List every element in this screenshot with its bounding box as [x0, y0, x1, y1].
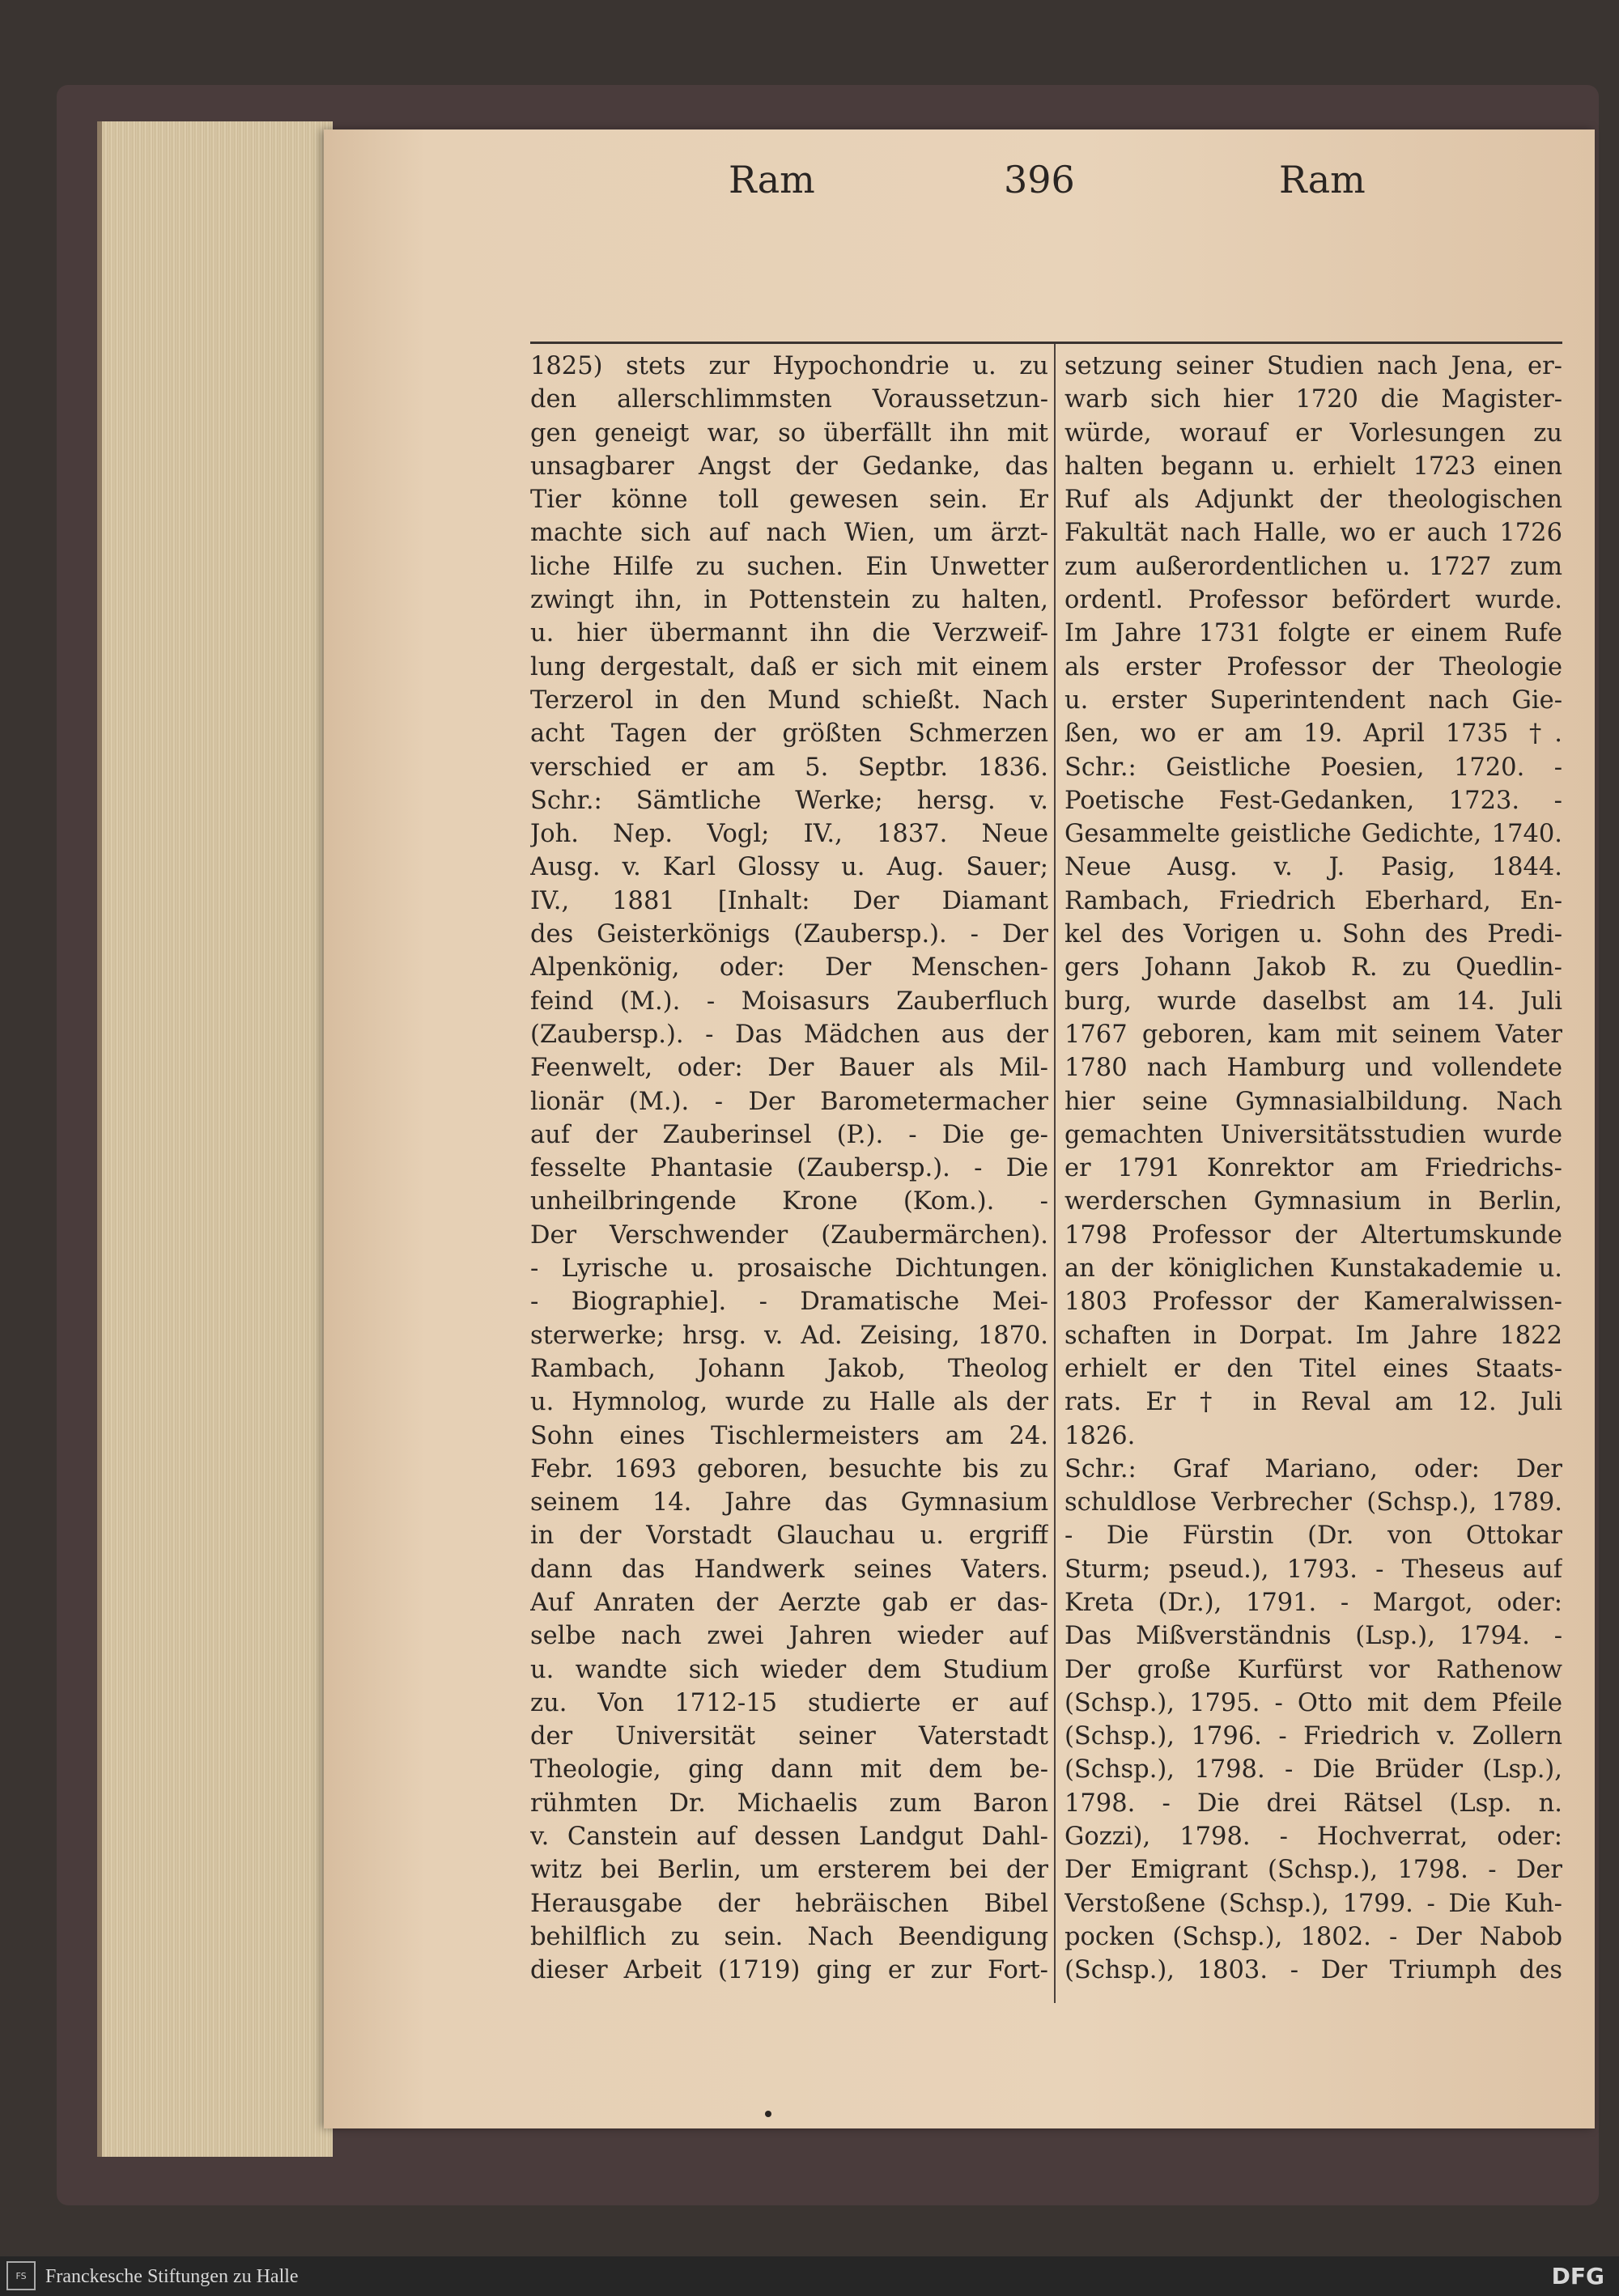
- text-line: u. wandte sich wieder dem Studium: [530, 1655, 1048, 1684]
- text-line: (Schsp.), 1795. - Otto mit dem Pfeile: [1064, 1688, 1562, 1717]
- text-line: Schr.: Graf Mariano, oder: Der: [1064, 1454, 1562, 1483]
- text-line: 1825) stets zur Hypochondrie u. zu: [530, 352, 1048, 380]
- text-line: Sturm; pseud.), 1793. - Theseus auf: [1064, 1555, 1562, 1584]
- text-line: würde, worauf er Vorlesungen zu: [1064, 418, 1562, 448]
- text-line: Gesammelte geistliche Gedichte, 1740.: [1064, 820, 1562, 849]
- text-line: feind (M.). - Moisasurs Zauberfluch: [530, 987, 1048, 1016]
- text-line: fesselte Phantasie (Zaubersp.). - Die: [530, 1154, 1048, 1183]
- text-line: sterwerke; hrsg. v. Ad. Zeising, 1870.: [530, 1321, 1048, 1350]
- text-line: - Lyrische u. prosaische Dichtungen.: [530, 1254, 1048, 1284]
- text-line: Rambach, Friedrich Eberhard, En-: [1064, 886, 1562, 915]
- text-line: des Geisterkönigs (Zaubersp.). - Der: [530, 920, 1048, 949]
- text-line: als erster Professor der Theologie: [1064, 652, 1562, 681]
- text-line: Fakultät nach Halle, wo er auch 1726: [1064, 519, 1562, 548]
- text-line: Ausg. v. Karl Glossy u. Aug. Sauer;: [530, 853, 1048, 882]
- text-line: Das Mißverständnis (Lsp.), 1794. -: [1064, 1622, 1562, 1651]
- text-line: zwingt ihn, in Pottenstein zu halten,: [530, 586, 1048, 615]
- text-line: Im Jahre 1731 folgte er einem Rufe: [1064, 619, 1562, 648]
- text-line: Sohn eines Tischlermeisters am 24.: [530, 1421, 1048, 1450]
- text-line: - Die Fürstin (Dr. von Ottokar: [1064, 1521, 1562, 1551]
- text-line: kel des Vorigen u. Sohn des Predi-: [1064, 920, 1562, 949]
- text-line: ordentl. Professor befördert wurde.: [1064, 586, 1562, 615]
- text-line: ßen, wo er am 19. April 1735 †.: [1064, 719, 1562, 749]
- footer-bar: [0, 2256, 1619, 2296]
- text-line: warb sich hier 1720 die Magister-: [1064, 385, 1562, 414]
- text-line: Der große Kurfürst vor Rathenow: [1064, 1655, 1562, 1684]
- text-line: auf der Zauberinsel (P.). - Die ge-: [530, 1120, 1048, 1149]
- text-line: Der Emigrant (Schsp.), 1798. - Der: [1064, 1856, 1562, 1885]
- text-line: zu. Von 1712-15 studierte er auf: [530, 1688, 1048, 1717]
- text-line: Poetische Fest-Gedanken, 1723. -: [1064, 786, 1562, 815]
- left-column: [530, 350, 1048, 1988]
- text-line: v. Canstein auf dessen Landgut Dahl-: [530, 1823, 1048, 1852]
- text-line: 1780 nach Hamburg und vollendete: [1064, 1054, 1562, 1083]
- text-line: Joh. Nep. Vogl; IV., 1837. Neue: [530, 820, 1048, 849]
- text-line: Schr.: Geistliche Poesien, 1720. -: [1064, 753, 1562, 782]
- text-line: u. Hymnolog, wurde zu Halle als der: [530, 1388, 1048, 1417]
- text-line: unheilbringende Krone (Kom.). -: [530, 1187, 1048, 1216]
- text-line: der Universität seiner Vaterstadt: [530, 1722, 1048, 1751]
- text-line: witz bei Berlin, um ersterem bei der: [530, 1856, 1048, 1885]
- text-line: setzung seiner Studien nach Jena, er-: [1064, 352, 1562, 380]
- right-column: [1064, 350, 1562, 1988]
- text-line: an der königlichen Kunstakademie u.: [1064, 1254, 1562, 1284]
- text-line: gen geneigt war, so überfällt ihn mit: [530, 418, 1048, 448]
- header-catchword-right: Ram: [1279, 158, 1366, 202]
- text-line: halten begann u. erhielt 1723 einen: [1064, 452, 1562, 481]
- text-line: (Zaubersp.). - Das Mädchen aus der: [530, 1020, 1048, 1049]
- text-line: in der Vorstadt Glauchau u. ergriff: [530, 1521, 1048, 1551]
- text-line: erhielt er den Titel eines Staats-: [1064, 1354, 1562, 1383]
- page-number: 396: [1004, 158, 1075, 202]
- ink-smudge: [765, 2111, 771, 2117]
- text-line: machte sich auf nach Wien, um ärzt-: [530, 519, 1048, 548]
- column-divider: [1054, 344, 1056, 2003]
- text-line: 1798 Professor der Altertumskunde: [1064, 1220, 1562, 1250]
- text-line: lionär (M.). - Der Barometermacher: [530, 1087, 1048, 1116]
- text-line: selbe nach zwei Jahren wieder auf: [530, 1622, 1048, 1651]
- text-line: den allerschlimmsten Voraussetzun-: [530, 385, 1048, 414]
- text-line: schuldlose Verbrecher (Schsp.), 1789.: [1064, 1488, 1562, 1517]
- text-line: Gozzi), 1798. - Hochverrat, oder:: [1064, 1823, 1562, 1852]
- header-rule: [530, 342, 1562, 344]
- text-line: burg, wurde daselbst am 14. Juli: [1064, 987, 1562, 1016]
- text-line: (Schsp.), 1796. - Friedrich v. Zollern: [1064, 1722, 1562, 1751]
- institution-logo: FS: [6, 2261, 36, 2290]
- text-line: Terzerol in den Mund schießt. Nach: [530, 685, 1048, 715]
- text-line: IV., 1881 [Inhalt: Der Diamant: [530, 886, 1048, 915]
- text-line: 1767 geboren, kam mit seinem Vater: [1064, 1020, 1562, 1049]
- text-line: Alpenkönig, oder: Der Menschen-: [530, 953, 1048, 982]
- text-line: Auf Anraten der Aerzte gab er das-: [530, 1588, 1048, 1617]
- text-line: unsagbarer Angst der Gedanke, das: [530, 452, 1048, 481]
- text-line: u. hier übermannt ihn die Verzweif-: [530, 619, 1048, 648]
- text-line: Schr.: Sämtliche Werke; hersg. v.: [530, 786, 1048, 815]
- text-line: Neue Ausg. v. J. Pasig, 1844.: [1064, 853, 1562, 882]
- text-line: dieser Arbeit (1719) ging er zur Fort-: [530, 1956, 1048, 1985]
- text-line: behilflich zu sein. Nach Beendigung: [530, 1922, 1048, 1951]
- text-line: Herausgabe der hebräischen Bibel: [530, 1889, 1048, 1918]
- text-line: Theologie, ging dann mit dem be-: [530, 1755, 1048, 1785]
- text-line: zum außerordentlichen u. 1727 zum: [1064, 552, 1562, 581]
- text-line: (Schsp.), 1803. - Der Triumph des: [1064, 1956, 1562, 1985]
- text-line: Verstoßene (Schsp.), 1799. - Die Kuh-: [1064, 1889, 1562, 1918]
- text-line: Der Verschwender (Zaubermärchen).: [530, 1220, 1048, 1250]
- dfg-logo: DFG: [1551, 2263, 1604, 2290]
- text-line: lung dergestalt, daß er sich mit einem: [530, 652, 1048, 681]
- text-line: 1826.: [1064, 1421, 1136, 1450]
- text-line: pocken (Schsp.), 1802. - Der Nabob: [1064, 1922, 1562, 1951]
- text-line: werderschen Gymnasium in Berlin,: [1064, 1187, 1562, 1216]
- header-catchword-left: Ram: [729, 158, 815, 202]
- text-line: Tier könne toll gewesen sein. Er: [530, 486, 1048, 515]
- text-line: rühmten Dr. Michaelis zum Baron: [530, 1789, 1048, 1818]
- text-line: Kreta (Dr.), 1791. - Margot, oder:: [1064, 1588, 1562, 1617]
- text-line: Rambach, Johann Jakob, Theolog: [530, 1354, 1048, 1383]
- text-line: (Schsp.), 1798. - Die Brüder (Lsp.),: [1064, 1755, 1562, 1785]
- text-line: gers Johann Jakob R. zu Quedlin-: [1064, 953, 1562, 982]
- text-line: Febr. 1693 geboren, besuchte bis zu: [530, 1454, 1048, 1483]
- text-line: Ruf als Adjunkt der theologischen: [1064, 486, 1562, 515]
- institution-name: Franckesche Stiftungen zu Halle: [45, 2266, 299, 2287]
- text-line: 1798. - Die drei Rätsel (Lsp. n.: [1064, 1789, 1562, 1818]
- text-line: acht Tagen der größten Schmerzen: [530, 719, 1048, 749]
- text-line: er 1791 Konrektor am Friedrichs-: [1064, 1154, 1562, 1183]
- text-line: gemachten Universitätsstudien wurde: [1064, 1120, 1562, 1149]
- page-header: [202, 158, 1368, 214]
- text-line: liche Hilfe zu suchen. Ein Unwetter: [530, 552, 1048, 581]
- page-edges: [97, 121, 333, 2157]
- text-line: u. erster Superintendent nach Gie-: [1064, 685, 1562, 715]
- text-line: schaften in Dorpat. Im Jahre 1822: [1064, 1321, 1562, 1350]
- text-line: hier seine Gymnasialbildung. Nach: [1064, 1087, 1562, 1116]
- text-line: Feenwelt, oder: Der Bauer als Mil-: [530, 1054, 1048, 1083]
- text-line: 1803 Professor der Kameralwissen-: [1064, 1288, 1562, 1317]
- text-line: rats. Er † in Reval am 12. Juli: [1064, 1388, 1562, 1417]
- text-line: verschied er am 5. Septbr. 1836.: [530, 753, 1048, 782]
- text-line: dann das Handwerk seines Vaters.: [530, 1555, 1048, 1584]
- text-line: seinem 14. Jahre das Gymnasium: [530, 1488, 1048, 1517]
- text-line: - Biographie]. - Dramatische Mei-: [530, 1288, 1048, 1317]
